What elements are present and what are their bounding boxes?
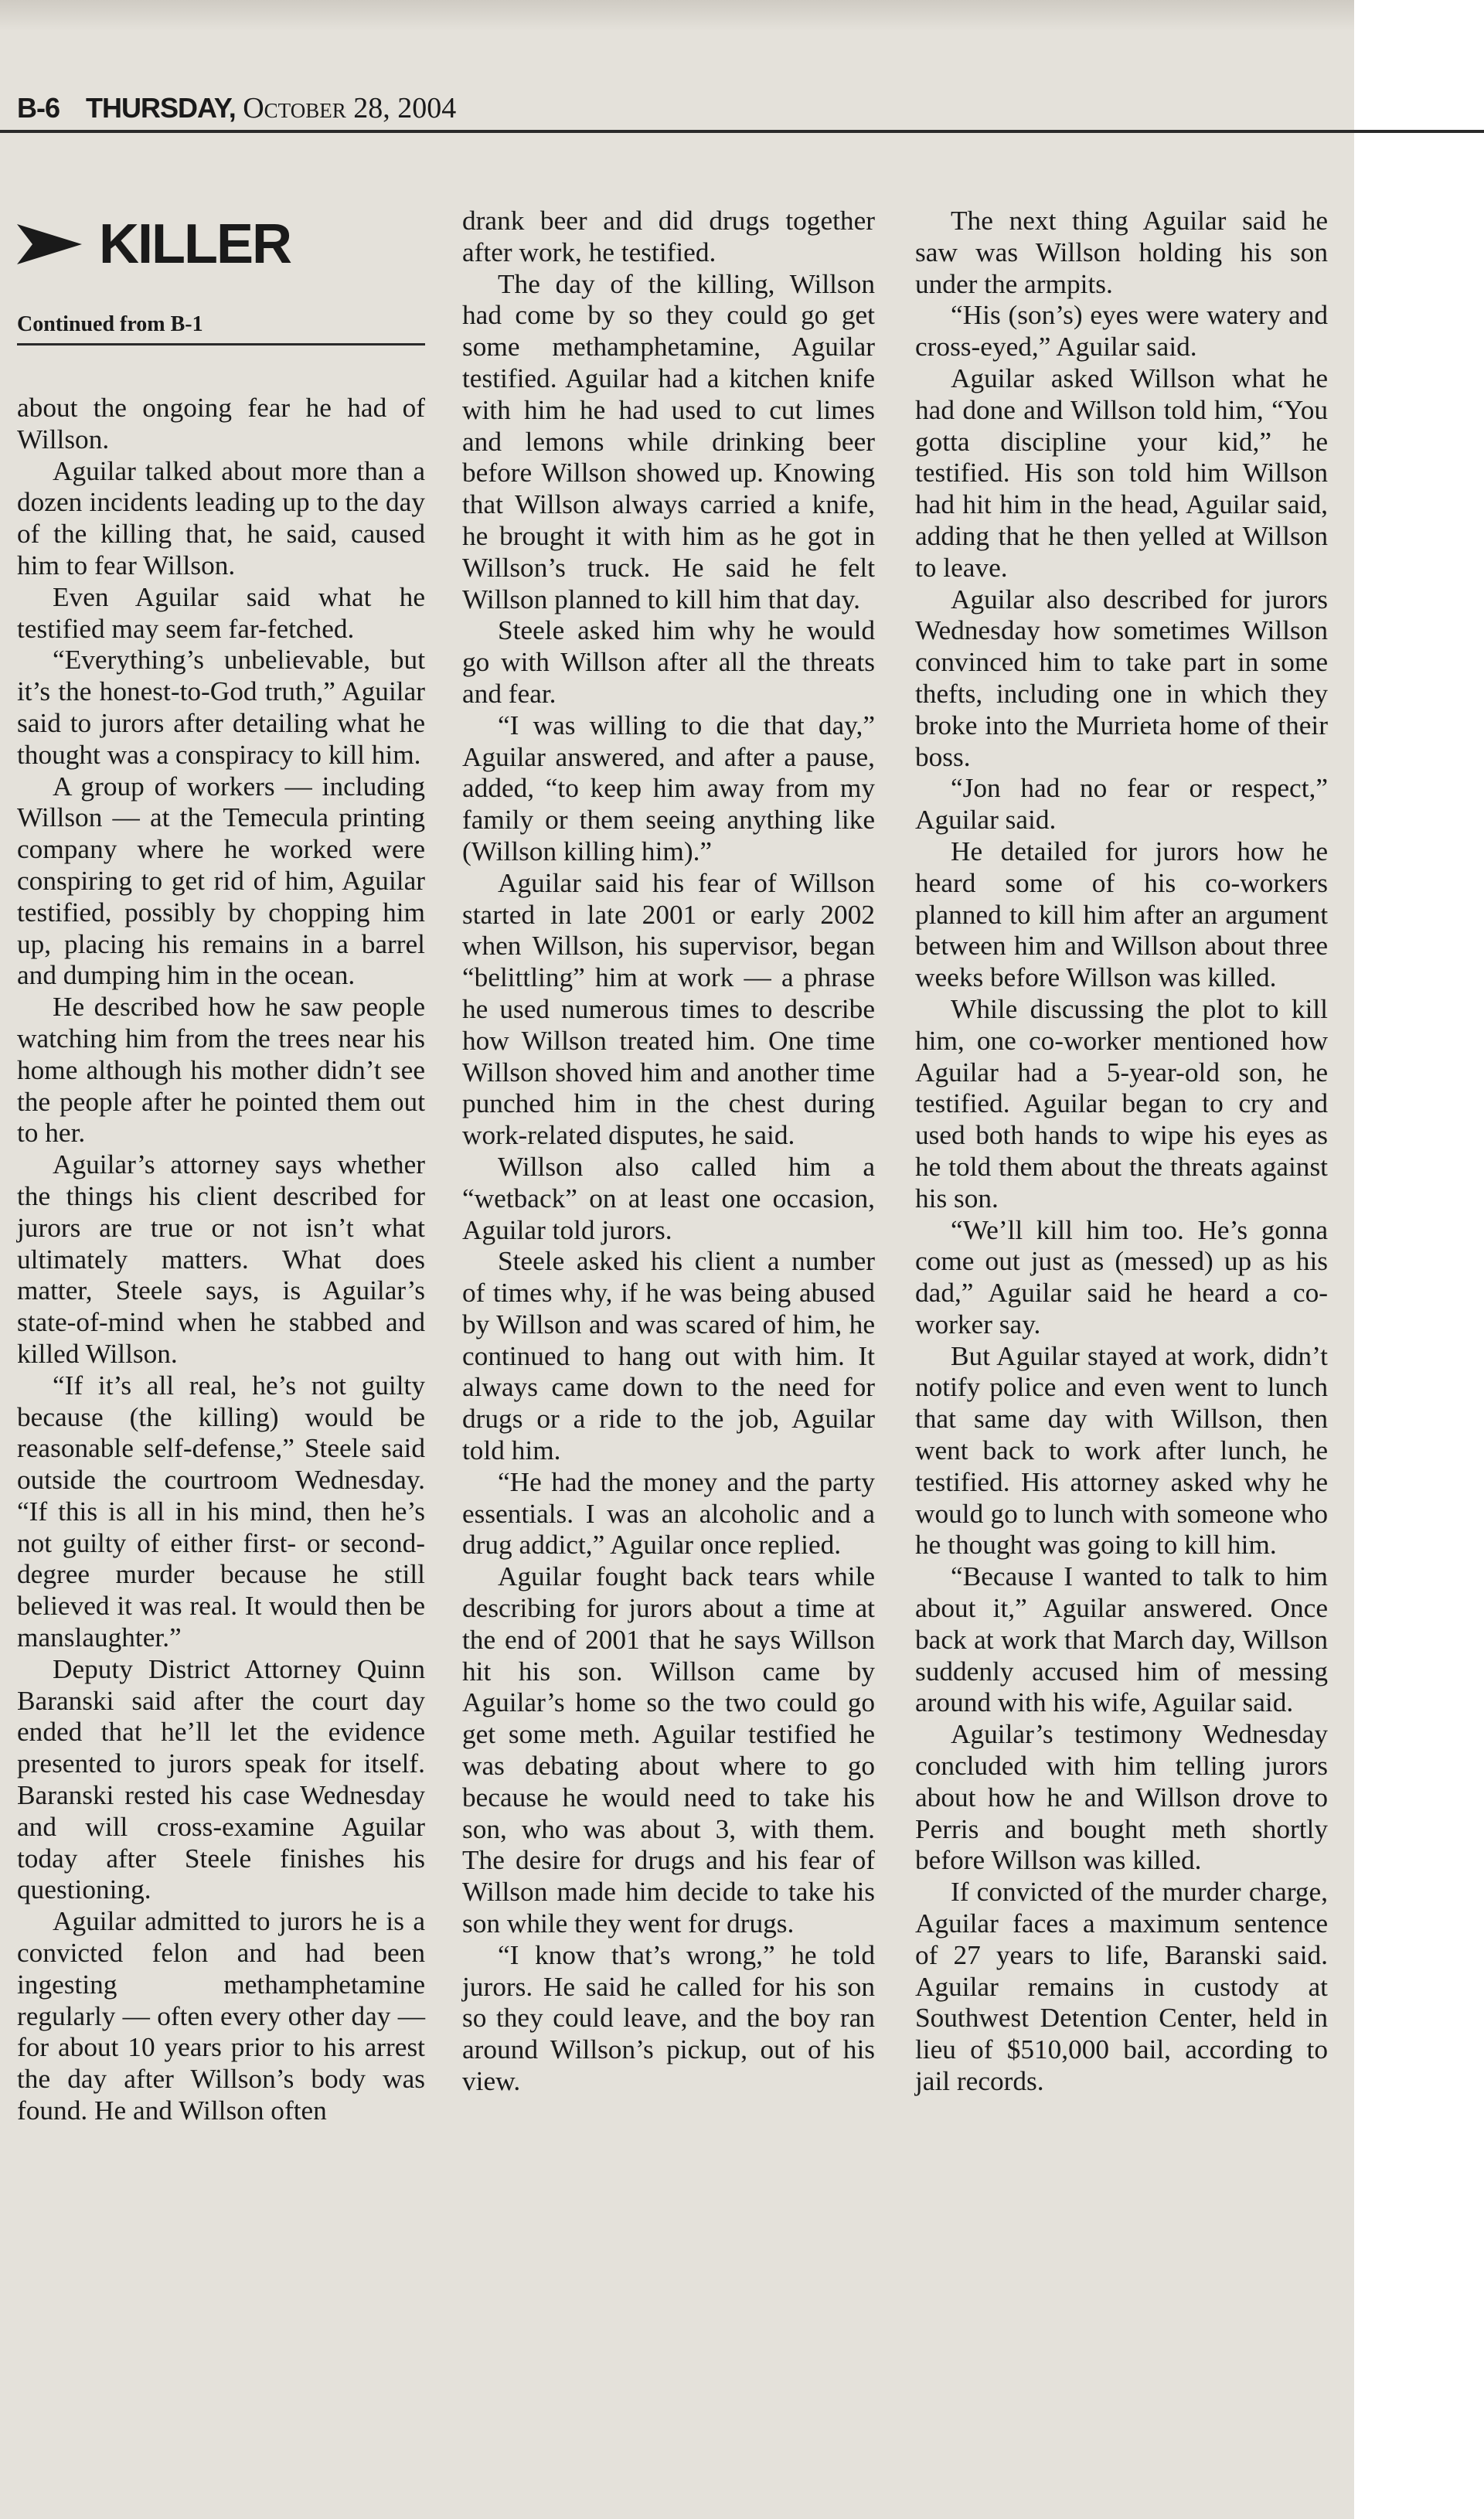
paragraph: Aguilar also described for jurors Wednesday how sometimes Willson convinced him to take part in some thefts, including one in which they broke into the Murrieta home of their boss.	[915, 584, 1328, 772]
paragraph: Aguilar talked about more than a dozen incidents leading up to the day of the killing that, he said, caused him to fear Willson.	[17, 455, 425, 580]
article-column-1	[17, 393, 425, 2127]
paragraph: “I was willing to die that day,” Aguilar answered, and after a pause, added, “to keep him away from my family or them seeing anything like (Willson killing him).”	[462, 710, 875, 866]
paragraph: “If it’s all real, he’s not guilty because (the killing) would be reasonable self-defense,” Steele said outside the courtroom Wednesday. “If this is all in his mind, then he’s not guilty of either first- or second-degree murder because he still believed it was real. It would then be manslaughter.”	[17, 1370, 425, 1653]
paragraph: about the ongoing fear he had of Willson.	[17, 393, 425, 454]
paragraph: drank beer and did drugs together after work, he testified.	[462, 206, 875, 267]
header-rule	[0, 130, 1484, 133]
paragraph: “Everything’s unbelievable, but it’s the honest-to-God truth,” Aguilar said to jurors after detailing what he thought was a conspiracy to kill him.	[17, 645, 425, 770]
article-column-2	[462, 206, 875, 2098]
paragraph: The day of the killing, Willson had come by so they could go get some methamphetamine, Aguilar testified. Aguilar had a kitchen knife with him he had used to cut limes and lemons while drinking beer before Willson showed up. Knowing that Willson always carried a knife, he brought it with him as he got in Willson’s truck. He said he felt Willson planned to kill him that day.	[462, 268, 875, 614]
paragraph: “I know that’s wrong,” he told jurors. He said he called for his son so they could leave, and the boy ran around Willson’s pickup, out of his view.	[462, 1939, 875, 2097]
paragraph: Steele asked him why he would go with Willson after all the threats and fear.	[462, 615, 875, 709]
story-kicker	[17, 213, 291, 275]
paragraph: “His (son’s) eyes were watery and cross-eyed,” Aguilar said.	[915, 300, 1328, 363]
paragraph: Willson also called him a “wetback” on at least one occasion, Aguilar told jurors.	[462, 1151, 875, 1245]
paragraph: “We’ll kill him too. He’s gonna come out just as (messed) up as his dad,” Aguilar said he heard a co-worker say.	[915, 1214, 1328, 1339]
paragraph: Aguilar admitted to jurors he is a convicted felon and had been ingesting methamphetamine regularly — often every other day — for about 10 years prior to his arrest the day after Willson’s body was found. He and Willson often	[17, 1906, 425, 2126]
jump-line: Continued from B-1	[17, 312, 203, 336]
paragraph: He detailed for jurors how he heard some of his co-workers planned to kill him after an argument between him and Willson about three weeks before Willson was killed.	[915, 836, 1328, 993]
dateline	[86, 91, 456, 125]
paragraph: Deputy District Attorney Quinn Baranski said after the court day ended that he’ll let the evidence presented to jurors speak for itself. Baranski rested his case Wednesday and will cross-examine Aguilar today after Steele finishes his questioning.	[17, 1653, 425, 1905]
paragraph: He described how he saw people watching him from the trees near his home although his mother didn’t see the people after he pointed them out to her.	[17, 992, 425, 1149]
article-column-3	[915, 206, 1328, 2098]
paragraph: “Because I wanted to talk to him about it,” Aguilar answered. Once back at work that March day, Willson suddenly accused him of messing around with his wife, Aguilar said.	[915, 1561, 1328, 1718]
paragraph: Steele asked his client a number of times why, if he was being abused by Willson and was scared of him, he continued to hang out with him. It always came down to the need for drugs or a ride to the job, Aguilar told him.	[462, 1246, 875, 1466]
paragraph: But Aguilar stayed at work, didn’t notify police and even went to lunch that same day with Willson, then went back to work after lunch, he testified. His attorney asked why he would go to lunch with someone who he thought was going to kill him.	[915, 1340, 1328, 1561]
paragraph: Aguilar’s testimony Wednesday concluded with him telling jurors about how he and Willson drove to Perris and bought meth shortly before Willson was killed.	[915, 1719, 1328, 1876]
paragraph: Aguilar said his fear of Willson started in late 2001 or early 2002 when Willson, his supervisor, began “belittling” him at work — a phrase he used numerous times to describe how Willson treated him. One time Willson shoved him and another time punched him in the chest during work-related disputes, he said.	[462, 867, 875, 1151]
paragraph: “Jon had no fear or respect,” Aguilar said.	[915, 773, 1328, 836]
page-header	[17, 91, 1484, 127]
fold-shadow	[0, 0, 1354, 31]
paragraph: Aguilar’s attorney says whether the things his client described for jurors are true or not isn’t what ultimately matters. What does matter, Steele says, is Aguilar’s state-of-mind when he stabbed and killed Willson.	[17, 1149, 425, 1369]
paragraph: Aguilar fought back tears while describing for jurors about a time at the end of 2001 that he says Willson hit his son. Willson came by Aguilar’s home so the two could go get some meth. Aguilar testified he was debating about where to go because he would need to take his son, who was about 3, with them. The desire for drugs and his fear of Willson made him decide to take his son while they went for drugs.	[462, 1561, 875, 1939]
kicker-title: KILLER	[99, 213, 291, 275]
dateline-date: October 28, 2004	[243, 92, 457, 124]
paragraph: While discussing the plot to kill him, one co-worker mentioned how Aguilar had a 5-year-old son, he testified. Aguilar began to cry and used both hands to wipe his eyes as he told them about the threats against his son.	[915, 993, 1328, 1214]
jump-rule	[17, 343, 425, 346]
paragraph: A group of workers — including Willson — at the Temecula printing company where he worked were conspiring to get rid of him, Aguilar testified, possibly by chopping him up, placing his remains in a barrel and dumping him in the ocean.	[17, 771, 425, 991]
paragraph: Even Aguilar said what he testified may seem far-fetched.	[17, 581, 425, 644]
paragraph: If convicted of the murder charge, Aguilar faces a maximum sentence of 27 years to life, Baranski said. Aguilar remains in custody at Southwest Detention Center, held in lieu of $510,000 bail, according to jail records.	[915, 1877, 1328, 2097]
paragraph: “He had the money and the party essentials. I was an alcoholic and a drug addict,” Aguilar once replied.	[462, 1466, 875, 1561]
page-number: B-6	[17, 92, 60, 124]
paragraph: Aguilar asked Willson what he had done and Willson told him, “You gotta discipline your kid,” he testified. His son told him Willson had hit him in the head, Aguilar said, adding that he then yelled at Willson to leave.	[915, 363, 1328, 583]
arrow-right-icon	[17, 224, 82, 264]
dateline-day: THURSDAY,	[86, 92, 236, 124]
paragraph: The next thing Aguilar said he saw was Willson holding his son under the armpits.	[915, 206, 1328, 299]
